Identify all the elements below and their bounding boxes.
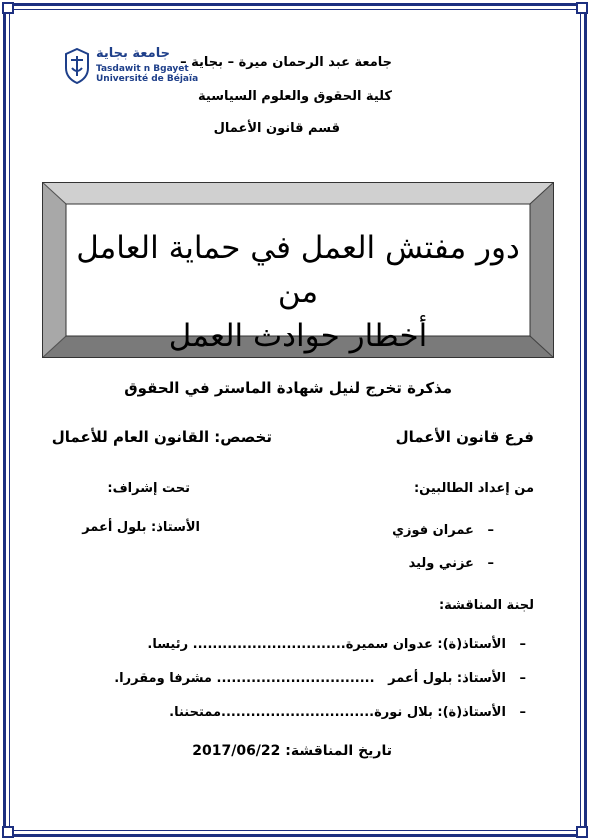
committee-member bbox=[147, 637, 526, 652]
border-corner bbox=[576, 826, 588, 838]
border-corner bbox=[2, 2, 14, 14]
thesis-title-line-2: أخطار حوادث العمل bbox=[168, 318, 428, 354]
committee-member bbox=[169, 705, 526, 720]
logo-line-1: Tasdawit n Bgayet bbox=[96, 64, 189, 74]
university-logo bbox=[62, 46, 199, 90]
committee-member-name: الأستاذ(ة): عدوان سميرة bbox=[345, 637, 506, 652]
committee-member bbox=[114, 671, 526, 686]
prepared-by-label: من إعداد الطالبين: bbox=[413, 481, 534, 496]
committee-member-name: الأستاذ: بلول أعمر bbox=[388, 671, 506, 686]
student-item bbox=[409, 556, 494, 571]
defense-date: تاريخ المناقشة: 2017/06/22 bbox=[192, 743, 392, 759]
list-dash: – bbox=[487, 556, 494, 571]
department-name: قسم قانون الأعمال bbox=[213, 121, 340, 136]
logo-line-2: Université de Béjaïa bbox=[96, 74, 199, 84]
committee-member-role: مشرفا ومقررا. bbox=[114, 671, 212, 686]
student-name: عزني وليد bbox=[408, 556, 474, 571]
faculty-name: كلية الحقوق والعلوم السياسية bbox=[198, 89, 392, 104]
committee-member-role: ممتحننا. bbox=[169, 705, 222, 720]
supervisor-name: الأستاذ: بلول أعمر bbox=[82, 520, 200, 535]
list-dash: – bbox=[519, 705, 526, 720]
list-dash: – bbox=[519, 671, 526, 686]
supervision-label: تحت إشراف: bbox=[107, 481, 190, 496]
committee-member-name: الأستاذ(ة): بلال نورة bbox=[374, 705, 506, 720]
specialty: تخصص: القانون العام للأعمال bbox=[51, 428, 272, 446]
dotted-leader: ............................... bbox=[221, 705, 375, 720]
student-name: عمران فوزي bbox=[392, 523, 474, 538]
thesis-title-line-1: دور مفتش العمل في حماية العامل من bbox=[76, 230, 520, 310]
dotted-leader: ................................ bbox=[216, 671, 375, 686]
branch: فرع قانون الأعمال bbox=[395, 428, 534, 446]
border-corner bbox=[576, 2, 588, 14]
list-dash: – bbox=[519, 637, 526, 652]
committee-label: لجنة المناقشة: bbox=[438, 598, 534, 613]
thesis-title bbox=[66, 226, 530, 358]
student-item bbox=[392, 523, 494, 538]
logo-arabic-text: جامعة بجاية bbox=[96, 46, 170, 61]
border-corner bbox=[2, 826, 14, 838]
list-dash: – bbox=[487, 523, 494, 538]
thesis-description: مذكرة تخرج لنيل شهادة الماستر في الحقوق bbox=[124, 379, 452, 397]
university-emblem-icon bbox=[64, 48, 90, 84]
dotted-leader: ............................... bbox=[192, 637, 346, 652]
committee-member-role: رئيسا. bbox=[147, 637, 189, 652]
university-name: جامعة عبد الرحمان ميرة – بجاية – bbox=[180, 55, 392, 70]
